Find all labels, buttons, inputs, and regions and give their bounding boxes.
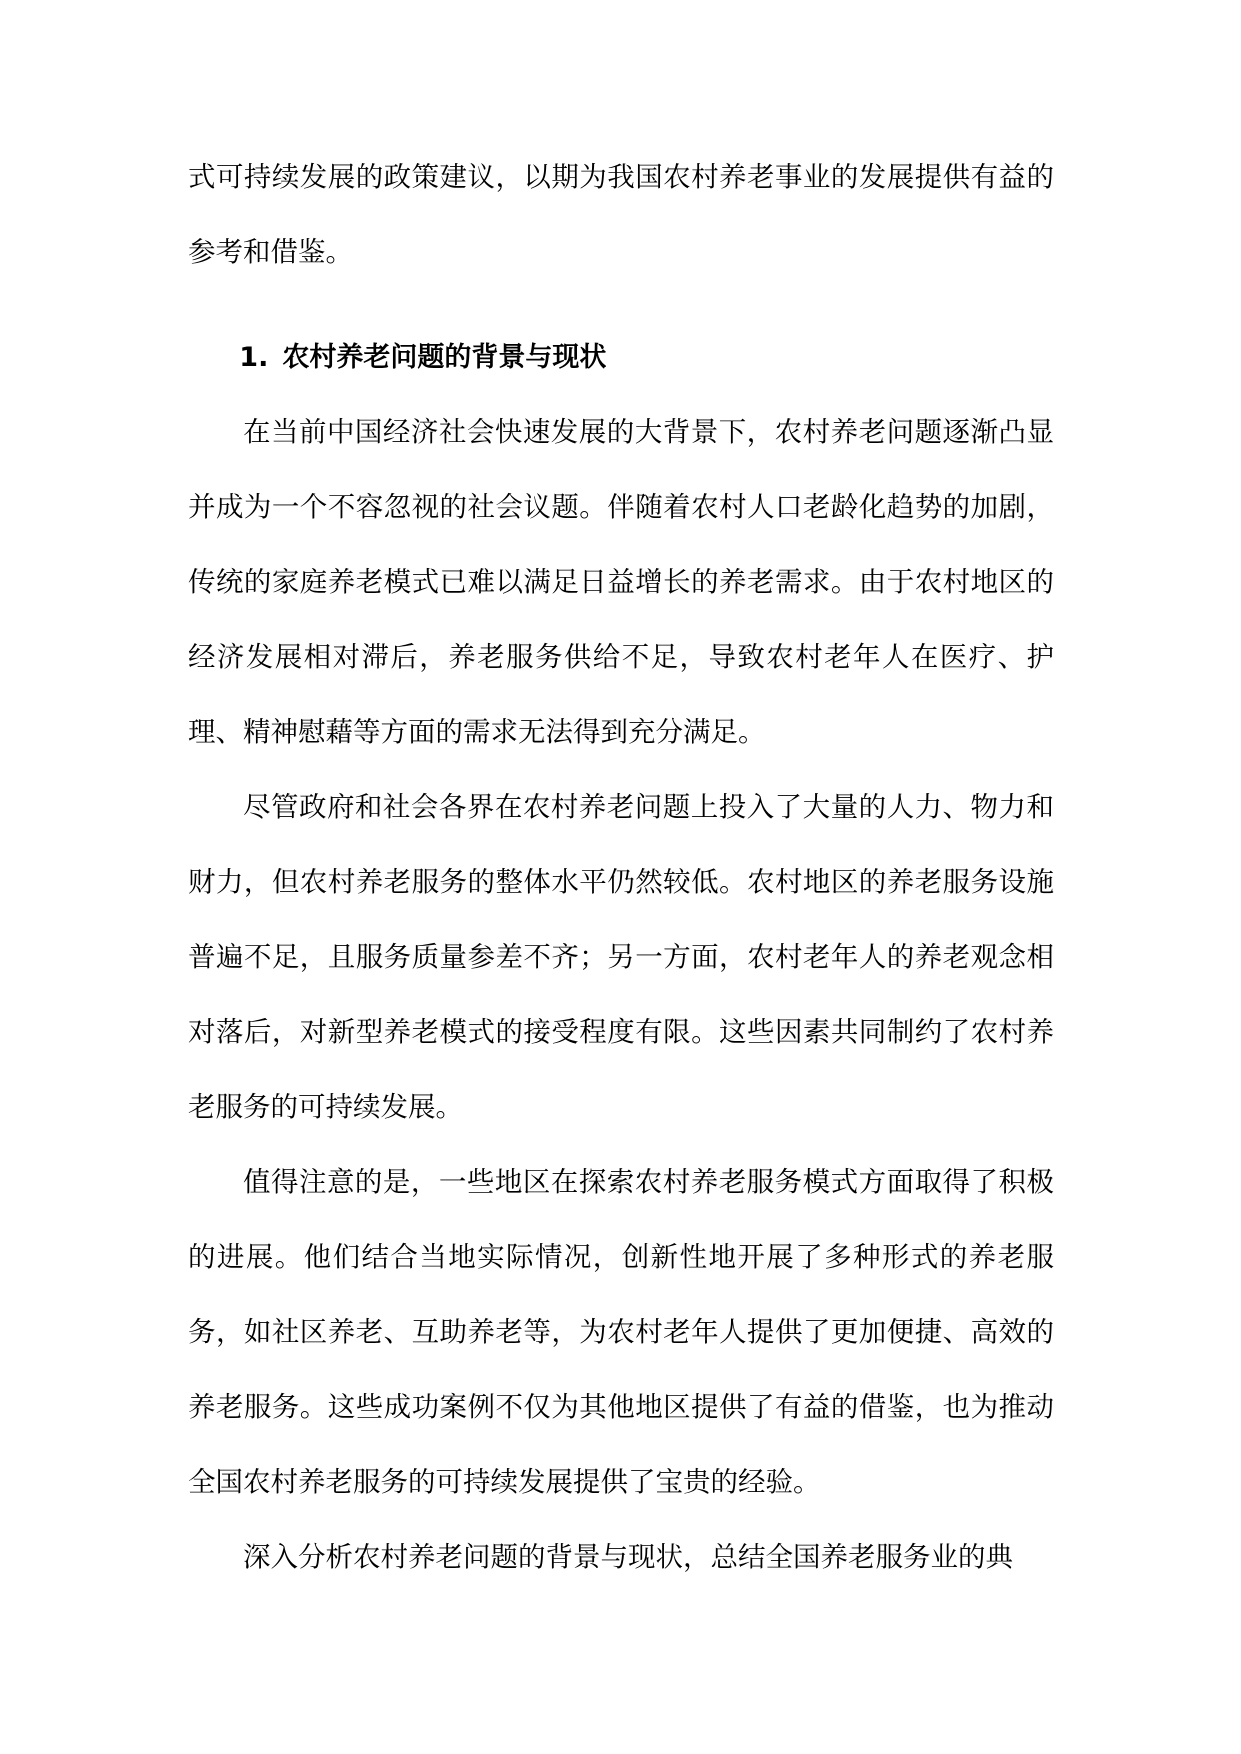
document-body: [188, 140, 1054, 1595]
body-paragraph-4: 深入分析农村养老问题的背景与现状，总结全国养老服务业的典: [243, 1541, 1013, 1573]
section-heading: [188, 290, 1054, 395]
section-number: 1.: [239, 342, 269, 373]
section-title: 农村养老问题的背景与现状: [282, 342, 607, 373]
body-paragraph-1: 在当前中国经济社会快速发展的大背景下，农村养老问题逐渐凸显并成为一个不容忽视的社会议题。伴随着农村人口老龄化趋势的加剧，传统的家庭养老模式已难以满足日益增长的养老需求。由于农村地区的经济发展相对滞后，养老服务供给不足，导致农村老年人在医疗、护理、精神慰藉等方面的需求无法得到充分满足。: [188, 416, 1054, 748]
body-paragraph-3: 值得注意的是，一些地区在探索农村养老服务模式方面取得了积极的进展。他们结合当地实际情况，创新性地开展了多种形式的养老服务，如社区养老、互助养老等，为农村老年人提供了更加便捷、高效的养老服务。这些成功案例不仅为其他地区提供了有益的借鉴，也为推动全国农村养老服务的可持续发展提供了宝贵的经验。: [188, 1166, 1054, 1498]
body-paragraph-2: 尽管政府和社会各界在农村养老问题上投入了大量的人力、物力和财力，但农村养老服务的整体水平仍然较低。农村地区的养老服务设施普遍不足，且服务质量参差不齐；另一方面，农村老年人的养老观念相对落后，对新型养老模式的接受程度有限。这些因素共同制约了农村养老服务的可持续发展。: [188, 791, 1054, 1123]
continuation-paragraph: 式可持续发展的政策建议，以期为我国农村养老事业的发展提供有益的参考和借鉴。: [188, 161, 1054, 268]
